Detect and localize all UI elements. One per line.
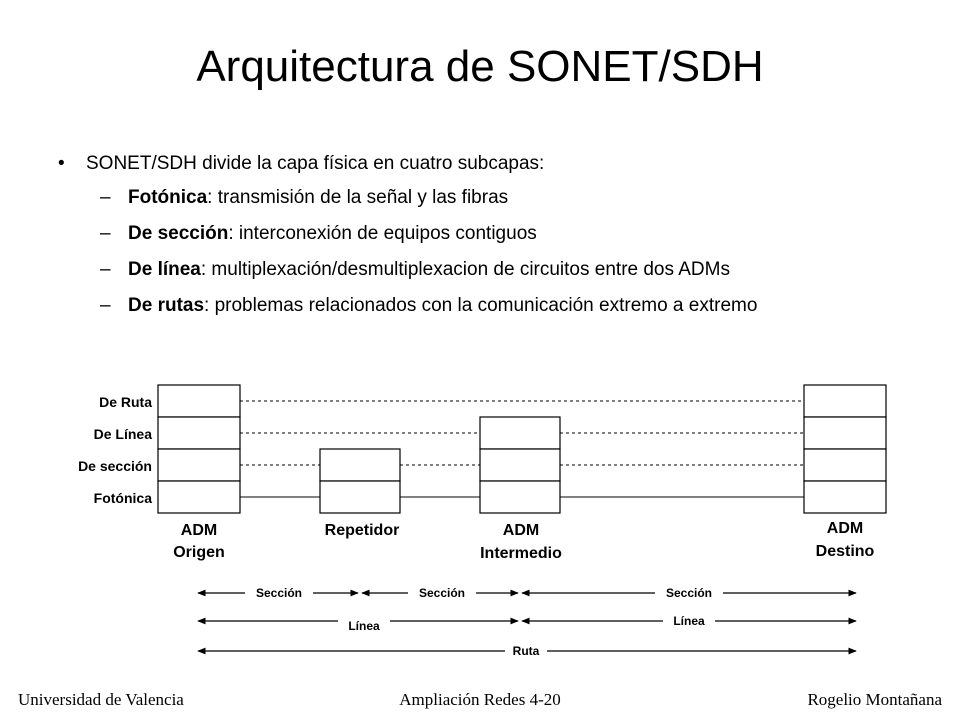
bullet-list xyxy=(58,152,908,330)
main-bullet xyxy=(58,152,908,186)
footer-right: Rogelio Montañana xyxy=(807,690,942,709)
span-label-seccion-3: Sección xyxy=(665,586,713,600)
subitem-linea xyxy=(58,258,908,282)
subitem-term: De rutas xyxy=(128,295,205,316)
layer-label-seccion: De sección xyxy=(78,458,152,474)
device-label-adm-intermedio: ADM xyxy=(502,522,540,539)
dash-marker: – xyxy=(100,259,111,280)
dash-marker: – xyxy=(100,295,111,316)
subitem-desc: : problemas relacionados con la comunicación extremo a extremo xyxy=(204,295,758,316)
subitem-term: De sección xyxy=(128,223,229,244)
sonet-layer-diagram xyxy=(0,370,960,670)
subitem-seccion xyxy=(58,222,908,246)
layer-label-ruta: De Ruta xyxy=(99,394,152,410)
adm-origen-stack xyxy=(158,385,240,513)
adm-intermedio-stack xyxy=(480,417,560,513)
subitem-term: Fotónica xyxy=(128,187,208,208)
layer-label-fotonica: Fotónica xyxy=(93,490,152,506)
subitem-desc: : transmisión de la señal y las fibras xyxy=(207,187,509,208)
adm-destino-stack xyxy=(804,385,886,513)
span-label-linea-1: Línea xyxy=(348,619,380,633)
device-label-repetidor: Repetidor xyxy=(324,522,400,539)
dash-marker: – xyxy=(100,187,111,208)
device-label-adm-destino: ADM xyxy=(826,520,864,537)
bullet-text: SONET/SDH divide la capa física en cuatro subcapas: xyxy=(86,153,545,174)
subitem-term: De línea xyxy=(128,259,201,280)
footer-left: Universidad de Valencia xyxy=(18,690,184,709)
subitem-rutas xyxy=(58,294,888,318)
span-label-seccion-2: Sección xyxy=(418,586,466,600)
subitem-desc: : multiplexación/desmultiplexacion de circuitos entre dos ADMs xyxy=(200,259,730,280)
span-label-ruta: Ruta xyxy=(512,644,540,658)
span-label-seccion-1: Sección xyxy=(255,586,303,600)
slide-title: Arquitectura de SONET/SDH xyxy=(196,42,764,91)
device-label-adm-origen: ADM xyxy=(180,522,218,539)
dash-marker: – xyxy=(100,223,111,244)
bullet-marker: • xyxy=(58,153,65,174)
device-label-adm-intermedio-2: Intermedio xyxy=(480,545,562,562)
device-label-adm-destino-2: Destino xyxy=(815,543,875,560)
repetidor-stack xyxy=(320,449,400,513)
span-label-linea-2: Línea xyxy=(673,614,705,628)
device-label-adm-origen-2: Origen xyxy=(173,544,225,561)
footer-center: Ampliación Redes 4-20 xyxy=(399,690,561,709)
layer-label-linea: De Línea xyxy=(93,426,152,442)
subitem-desc: : interconexión de equipos contiguos xyxy=(228,223,537,244)
subitem-fotonica xyxy=(58,186,908,210)
